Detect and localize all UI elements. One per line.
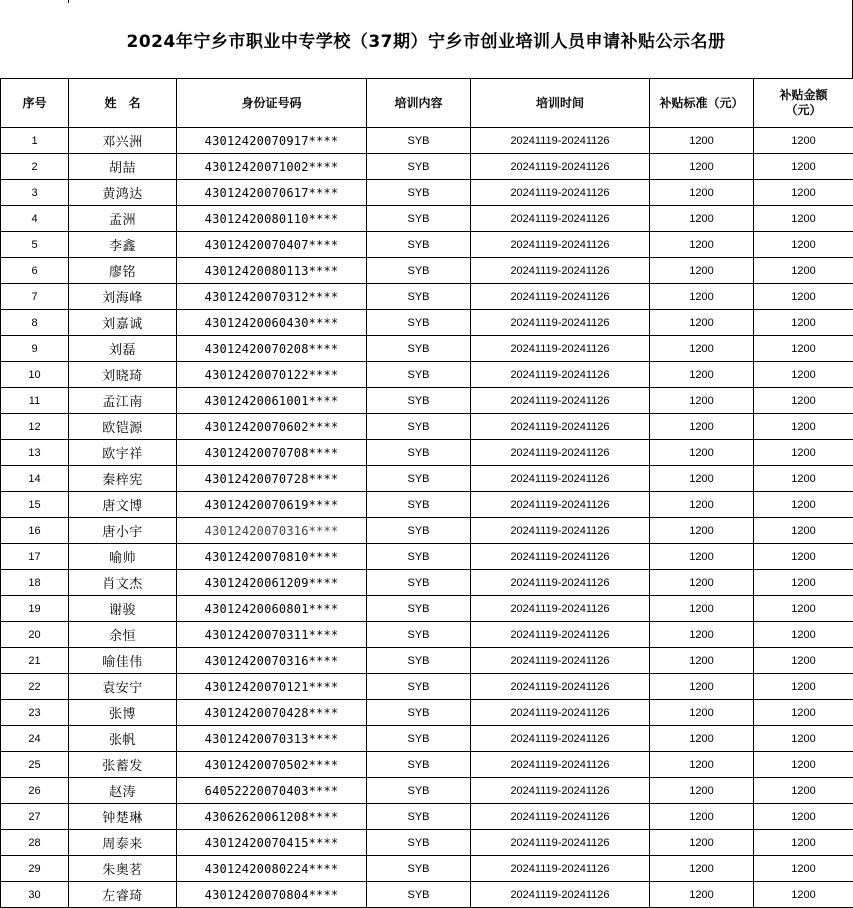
cell-seq: 1 (1, 128, 69, 154)
cell-training-content: SYB (367, 830, 471, 856)
cell-seq: 10 (1, 362, 69, 388)
cell-subsidy-amount: 1200 (754, 492, 853, 518)
cell-training-content: SYB (367, 778, 471, 804)
cell-subsidy-standard: 1200 (650, 648, 754, 674)
cell-training-time: 20241119-20241126 (471, 726, 650, 752)
cell-training-content: SYB (367, 752, 471, 778)
cell-name: 欧铠源 (69, 414, 177, 440)
cell-subsidy-amount: 1200 (754, 804, 853, 830)
cell-training-time: 20241119-20241126 (471, 128, 650, 154)
cell-training-content: SYB (367, 518, 471, 544)
cell-seq: 23 (1, 700, 69, 726)
header-seq: 序号 (1, 79, 69, 128)
cell-subsidy-amount: 1200 (754, 336, 853, 362)
cell-training-time: 20241119-20241126 (471, 544, 650, 570)
cell-name: 唐小宇 (69, 518, 177, 544)
cell-id-number: 43012420070917**** (177, 128, 367, 154)
cell-subsidy-amount: 1200 (754, 414, 853, 440)
cell-name: 刘磊 (69, 336, 177, 362)
cell-seq: 13 (1, 440, 69, 466)
table-row (1, 752, 853, 778)
cell-seq: 17 (1, 544, 69, 570)
table-row (1, 622, 853, 648)
header-training-content: 培训内容 (367, 79, 471, 128)
cell-name: 廖铭 (69, 258, 177, 284)
table-row (1, 284, 853, 310)
cell-subsidy-amount: 1200 (754, 830, 853, 856)
cell-name: 唐文博 (69, 492, 177, 518)
cell-id-number: 43012420070121**** (177, 674, 367, 700)
cell-seq: 7 (1, 284, 69, 310)
cell-seq: 18 (1, 570, 69, 596)
table-row (1, 882, 853, 908)
cell-subsidy-standard: 1200 (650, 440, 754, 466)
cell-training-content: SYB (367, 544, 471, 570)
cell-training-time: 20241119-20241126 (471, 258, 650, 284)
cell-seq: 2 (1, 154, 69, 180)
table-row (1, 804, 853, 830)
cell-training-time: 20241119-20241126 (471, 206, 650, 232)
cell-name: 黄鸿达 (69, 180, 177, 206)
table-row (1, 466, 853, 492)
cell-name: 刘嘉诚 (69, 310, 177, 336)
cell-subsidy-amount: 1200 (754, 856, 853, 882)
cell-seq: 4 (1, 206, 69, 232)
table-row (1, 830, 853, 856)
cell-name: 喻帅 (69, 544, 177, 570)
cell-seq: 28 (1, 830, 69, 856)
table-row (1, 492, 853, 518)
header-row (1, 79, 853, 128)
cell-subsidy-standard: 1200 (650, 596, 754, 622)
cell-name: 肖文杰 (69, 570, 177, 596)
cell-training-time: 20241119-20241126 (471, 596, 650, 622)
cell-id-number: 43012420061001**** (177, 388, 367, 414)
cell-id-number: 43012420070313**** (177, 726, 367, 752)
cell-name: 李鑫 (69, 232, 177, 258)
cell-name: 刘晓琦 (69, 362, 177, 388)
cell-training-time: 20241119-20241126 (471, 648, 650, 674)
cell-subsidy-standard: 1200 (650, 414, 754, 440)
cell-name: 刘海峰 (69, 284, 177, 310)
table-row (1, 440, 853, 466)
cell-training-content: SYB (367, 388, 471, 414)
cell-subsidy-amount: 1200 (754, 518, 853, 544)
cell-seq: 24 (1, 726, 69, 752)
cell-id-number: 43012420070619**** (177, 492, 367, 518)
cell-subsidy-standard: 1200 (650, 622, 754, 648)
cell-subsidy-amount: 1200 (754, 570, 853, 596)
title-bar (0, 0, 853, 78)
cell-training-time: 20241119-20241126 (471, 336, 650, 362)
table-row (1, 726, 853, 752)
cell-id-number: 43012420070316**** (177, 648, 367, 674)
cell-name: 喻佳伟 (69, 648, 177, 674)
cell-subsidy-amount: 1200 (754, 544, 853, 570)
cell-training-content: SYB (367, 596, 471, 622)
cell-training-time: 20241119-20241126 (471, 856, 650, 882)
table-row (1, 128, 853, 154)
cell-subsidy-standard: 1200 (650, 804, 754, 830)
cell-subsidy-amount: 1200 (754, 440, 853, 466)
cell-subsidy-standard: 1200 (650, 154, 754, 180)
table-row (1, 336, 853, 362)
cell-id-number: 43012420070708**** (177, 440, 367, 466)
cell-subsidy-amount: 1200 (754, 752, 853, 778)
roster-table (0, 78, 853, 908)
cell-subsidy-standard: 1200 (650, 570, 754, 596)
cell-subsidy-standard: 1200 (650, 830, 754, 856)
cell-training-content: SYB (367, 804, 471, 830)
cell-id-number: 43012420080224**** (177, 856, 367, 882)
table-row (1, 232, 853, 258)
table-row (1, 154, 853, 180)
cell-id-number: 64052220070403**** (177, 778, 367, 804)
table-header (1, 79, 853, 128)
cell-training-time: 20241119-20241126 (471, 830, 650, 856)
cell-training-content: SYB (367, 440, 471, 466)
table-row (1, 648, 853, 674)
cell-training-content: SYB (367, 232, 471, 258)
cell-id-number: 43012420070502**** (177, 752, 367, 778)
cell-seq: 9 (1, 336, 69, 362)
cell-subsidy-standard: 1200 (650, 388, 754, 414)
cell-seq: 12 (1, 414, 69, 440)
cell-name: 余恒 (69, 622, 177, 648)
cell-name: 谢骏 (69, 596, 177, 622)
cell-seq: 15 (1, 492, 69, 518)
cell-training-time: 20241119-20241126 (471, 804, 650, 830)
cell-id-number: 43012420070810**** (177, 544, 367, 570)
cell-training-time: 20241119-20241126 (471, 778, 650, 804)
cell-subsidy-amount: 1200 (754, 700, 853, 726)
cell-subsidy-amount: 1200 (754, 206, 853, 232)
table-body (1, 128, 853, 908)
cell-seq: 26 (1, 778, 69, 804)
cell-training-time: 20241119-20241126 (471, 882, 650, 908)
cell-name: 袁安宁 (69, 674, 177, 700)
cell-training-time: 20241119-20241126 (471, 622, 650, 648)
header-id-number: 身份证号码 (177, 79, 367, 128)
header-training-time: 培训时间 (471, 79, 650, 128)
cell-subsidy-amount: 1200 (754, 726, 853, 752)
cell-id-number: 43012420070415**** (177, 830, 367, 856)
cell-training-content: SYB (367, 674, 471, 700)
cell-training-content: SYB (367, 466, 471, 492)
table-row (1, 856, 853, 882)
cell-training-content: SYB (367, 284, 471, 310)
table-row (1, 596, 853, 622)
cell-seq: 25 (1, 752, 69, 778)
cell-id-number: 43012420070407**** (177, 232, 367, 258)
cell-seq: 6 (1, 258, 69, 284)
table-row (1, 414, 853, 440)
cell-subsidy-amount: 1200 (754, 128, 853, 154)
cell-subsidy-standard: 1200 (650, 466, 754, 492)
cell-name: 张帆 (69, 726, 177, 752)
table-row (1, 570, 853, 596)
cell-subsidy-amount: 1200 (754, 882, 853, 908)
cell-training-time: 20241119-20241126 (471, 232, 650, 258)
cell-subsidy-amount: 1200 (754, 596, 853, 622)
cell-seq: 22 (1, 674, 69, 700)
cell-id-number: 43062620061208**** (177, 804, 367, 830)
cell-training-content: SYB (367, 726, 471, 752)
cell-id-number: 43012420070316**** (177, 518, 367, 544)
cell-training-content: SYB (367, 856, 471, 882)
title-divider-mark (68, 0, 69, 3)
cell-training-content: SYB (367, 700, 471, 726)
cell-training-time: 20241119-20241126 (471, 284, 650, 310)
cell-subsidy-amount: 1200 (754, 362, 853, 388)
cell-name: 欧宇祥 (69, 440, 177, 466)
table-row (1, 518, 853, 544)
cell-name: 周泰来 (69, 830, 177, 856)
cell-id-number: 43012420070428**** (177, 700, 367, 726)
cell-seq: 16 (1, 518, 69, 544)
cell-subsidy-standard: 1200 (650, 128, 754, 154)
cell-training-content: SYB (367, 570, 471, 596)
cell-subsidy-standard: 1200 (650, 362, 754, 388)
cell-id-number: 43012420070804**** (177, 882, 367, 908)
cell-subsidy-standard: 1200 (650, 310, 754, 336)
cell-training-content: SYB (367, 362, 471, 388)
cell-name: 朱奥茗 (69, 856, 177, 882)
cell-training-content: SYB (367, 128, 471, 154)
cell-training-time: 20241119-20241126 (471, 674, 650, 700)
cell-id-number: 43012420070208**** (177, 336, 367, 362)
cell-training-time: 20241119-20241126 (471, 492, 650, 518)
cell-seq: 21 (1, 648, 69, 674)
cell-seq: 19 (1, 596, 69, 622)
cell-training-time: 20241119-20241126 (471, 700, 650, 726)
cell-id-number: 43012420080110**** (177, 206, 367, 232)
cell-subsidy-amount: 1200 (754, 388, 853, 414)
cell-subsidy-amount: 1200 (754, 648, 853, 674)
cell-subsidy-amount: 1200 (754, 154, 853, 180)
cell-training-content: SYB (367, 258, 471, 284)
header-subsidy-amount (754, 79, 853, 128)
cell-name: 邓兴洲 (69, 128, 177, 154)
cell-subsidy-standard: 1200 (650, 856, 754, 882)
cell-subsidy-amount: 1200 (754, 622, 853, 648)
cell-id-number: 43012420080113**** (177, 258, 367, 284)
cell-training-content: SYB (367, 414, 471, 440)
cell-id-number: 43012420070602**** (177, 414, 367, 440)
cell-id-number: 43012420070728**** (177, 466, 367, 492)
cell-subsidy-standard: 1200 (650, 882, 754, 908)
cell-seq: 3 (1, 180, 69, 206)
table-row (1, 544, 853, 570)
table-row (1, 310, 853, 336)
cell-subsidy-amount: 1200 (754, 258, 853, 284)
cell-name: 孟江南 (69, 388, 177, 414)
cell-name: 赵涛 (69, 778, 177, 804)
cell-subsidy-standard: 1200 (650, 518, 754, 544)
cell-seq: 8 (1, 310, 69, 336)
cell-training-time: 20241119-20241126 (471, 362, 650, 388)
cell-seq: 20 (1, 622, 69, 648)
cell-training-time: 20241119-20241126 (471, 310, 650, 336)
cell-name: 左睿琦 (69, 882, 177, 908)
cell-training-time: 20241119-20241126 (471, 466, 650, 492)
cell-name: 孟洲 (69, 206, 177, 232)
cell-subsidy-standard: 1200 (650, 752, 754, 778)
cell-seq: 27 (1, 804, 69, 830)
cell-training-time: 20241119-20241126 (471, 154, 650, 180)
cell-id-number: 43012420060430**** (177, 310, 367, 336)
cell-training-time: 20241119-20241126 (471, 570, 650, 596)
table-row (1, 778, 853, 804)
cell-subsidy-amount: 1200 (754, 778, 853, 804)
cell-subsidy-amount: 1200 (754, 466, 853, 492)
cell-id-number: 43012420070311**** (177, 622, 367, 648)
header-subsidy-standard: 补贴标准（元） (650, 79, 754, 128)
table-row (1, 258, 853, 284)
table-row (1, 206, 853, 232)
cell-name: 钟楚琳 (69, 804, 177, 830)
cell-subsidy-standard: 1200 (650, 258, 754, 284)
cell-subsidy-standard: 1200 (650, 206, 754, 232)
cell-subsidy-standard: 1200 (650, 778, 754, 804)
table-row (1, 700, 853, 726)
cell-id-number: 43012420070122**** (177, 362, 367, 388)
cell-training-time: 20241119-20241126 (471, 180, 650, 206)
cell-subsidy-standard: 1200 (650, 232, 754, 258)
cell-seq: 11 (1, 388, 69, 414)
cell-name: 张博 (69, 700, 177, 726)
cell-training-content: SYB (367, 180, 471, 206)
cell-subsidy-standard: 1200 (650, 674, 754, 700)
cell-training-time: 20241119-20241126 (471, 440, 650, 466)
cell-name: 秦梓宪 (69, 466, 177, 492)
cell-subsidy-amount: 1200 (754, 284, 853, 310)
cell-training-time: 20241119-20241126 (471, 518, 650, 544)
cell-subsidy-amount: 1200 (754, 310, 853, 336)
cell-subsidy-amount: 1200 (754, 180, 853, 206)
table-row (1, 180, 853, 206)
cell-training-content: SYB (367, 882, 471, 908)
header-subsidy-amount-line1: 补贴金额 (779, 88, 828, 102)
cell-subsidy-standard: 1200 (650, 180, 754, 206)
cell-training-content: SYB (367, 154, 471, 180)
cell-id-number: 43012420070617**** (177, 180, 367, 206)
header-subsidy-amount-line2: （元） (785, 103, 822, 117)
cell-subsidy-standard: 1200 (650, 700, 754, 726)
cell-seq: 14 (1, 466, 69, 492)
cell-training-time: 20241119-20241126 (471, 752, 650, 778)
cell-id-number: 43012420060801**** (177, 596, 367, 622)
cell-subsidy-amount: 1200 (754, 674, 853, 700)
cell-id-number: 43012420070312**** (177, 284, 367, 310)
cell-seq: 29 (1, 856, 69, 882)
page-title: 2024年宁乡市职业中专学校（37期）宁乡市创业培训人员申请补贴公示名册 (126, 31, 726, 52)
cell-training-content: SYB (367, 492, 471, 518)
cell-name: 胡喆 (69, 154, 177, 180)
table-row (1, 674, 853, 700)
cell-name: 张蓄发 (69, 752, 177, 778)
cell-subsidy-amount: 1200 (754, 232, 853, 258)
cell-training-content: SYB (367, 206, 471, 232)
table-row (1, 362, 853, 388)
cell-training-content: SYB (367, 336, 471, 362)
cell-id-number: 43012420061209**** (177, 570, 367, 596)
cell-subsidy-standard: 1200 (650, 726, 754, 752)
table-row (1, 388, 853, 414)
cell-seq: 5 (1, 232, 69, 258)
cell-training-content: SYB (367, 310, 471, 336)
cell-subsidy-standard: 1200 (650, 336, 754, 362)
cell-training-time: 20241119-20241126 (471, 388, 650, 414)
cell-subsidy-standard: 1200 (650, 544, 754, 570)
cell-subsidy-standard: 1200 (650, 492, 754, 518)
cell-subsidy-standard: 1200 (650, 284, 754, 310)
cell-training-content: SYB (367, 622, 471, 648)
cell-id-number: 43012420071002**** (177, 154, 367, 180)
cell-training-time: 20241119-20241126 (471, 414, 650, 440)
cell-training-content: SYB (367, 648, 471, 674)
header-name: 姓 名 (69, 79, 177, 128)
cell-seq: 30 (1, 882, 69, 908)
